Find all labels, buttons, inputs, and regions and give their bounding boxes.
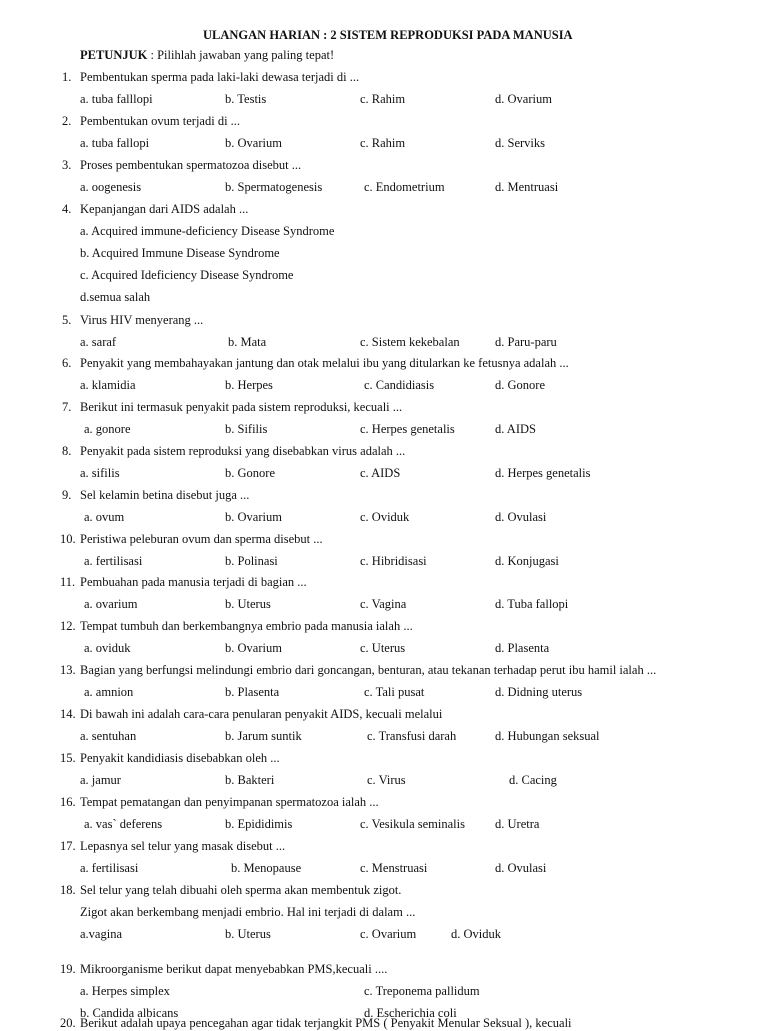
answer-option: d. AIDS — [495, 422, 536, 436]
answer-option: c. Ovarium — [360, 927, 417, 941]
question-number: 7. — [62, 400, 72, 414]
answer-option: c. Vagina — [360, 597, 407, 611]
question-number: 19. — [60, 962, 76, 976]
answer-option: d.semua salah — [80, 290, 151, 304]
question-text: Pembentukan ovum terjadi di ... — [80, 114, 241, 128]
answer-option: c. Oviduk — [360, 510, 410, 524]
question-number: 2. — [62, 114, 72, 128]
question-text: Penyakit yang membahayakan jantung dan otak melalui ibu yang ditularkan ke fetusnya adalah ... — [80, 356, 569, 370]
question-text: Kepanjangan dari AIDS adalah ... — [80, 202, 249, 216]
answer-option: a.vagina — [80, 927, 122, 941]
question-text: Zigot akan berkembang menjadi embrio. Hal ini terjadi di dalam ... — [80, 905, 416, 919]
answer-option: d. Hubungan seksual — [495, 729, 600, 743]
answer-option: a. sentuhan — [80, 729, 137, 743]
question-text: Pembentukan sperma pada laki-laki dewasa terjadi di ... — [80, 70, 360, 84]
answer-option: b. Candida albicans — [80, 1006, 179, 1020]
question-text: Pembuahan pada manusia terjadi di bagian ... — [80, 575, 307, 589]
answer-option: a. saraf — [80, 335, 117, 349]
question-number: 1. — [62, 70, 72, 84]
answer-option: b. Uterus — [225, 597, 271, 611]
answer-option: d. Ovulasi — [495, 510, 547, 524]
answer-option: d. Uretra — [495, 817, 540, 831]
question-text: Proses pembentukan spermatozoa disebut ... — [80, 158, 302, 172]
instruction-text: : Pilihlah jawaban yang paling tepat! — [147, 48, 335, 62]
answer-option: c. Treponema pallidum — [364, 984, 480, 998]
answer-option: d. Ovulasi — [495, 861, 547, 875]
instruction-label: PETUNJUK — [80, 48, 148, 62]
answer-option: c. Uterus — [360, 641, 406, 655]
answer-option: d. Plasenta — [495, 641, 550, 655]
answer-option: b. Ovarium — [225, 136, 282, 150]
answer-option: b. Polinasi — [225, 554, 278, 568]
answer-option: b. Gonore — [225, 466, 275, 480]
answer-option: d. Didning uterus — [495, 685, 583, 699]
question-number: 5. — [62, 313, 72, 327]
answer-option: d. Paru-paru — [495, 335, 557, 349]
answer-option: c. Vesikula seminalis — [360, 817, 465, 831]
question-number: 17. — [60, 839, 76, 853]
answer-option: a. tuba falllopi — [80, 92, 153, 106]
answer-option: a. klamidia — [80, 378, 136, 392]
answer-option: b. Sifilis — [225, 422, 268, 436]
question-text: Berikut ini termasuk penyakit pada sistem reproduksi, kecuali ... — [80, 400, 403, 414]
answer-option: c. Acquired Ideficiency Disease Syndrome — [80, 268, 294, 282]
answer-option: b. Jarum suntik — [225, 729, 302, 743]
answer-option: d. Gonore — [495, 378, 545, 392]
question-number: 11. — [60, 575, 76, 589]
answer-option: a. Acquired immune-deficiency Disease Syndrome — [80, 224, 335, 238]
question-text: Lepasnya sel telur yang masak disebut ... — [80, 839, 286, 853]
answer-option: d. Herpes genetalis — [495, 466, 591, 480]
question-number: 15. — [60, 751, 76, 765]
answer-option: c. Rahim — [360, 92, 406, 106]
answer-option: c. Rahim — [360, 136, 406, 150]
question-text: Berikut adalah upaya pencegahan agar tidak terjangkit PMS ( Penyakit Menular Seksual ), kecuali — [80, 1016, 572, 1030]
answer-option: b. Spermatogenesis — [225, 180, 323, 194]
question-number: 18. — [60, 883, 76, 897]
answer-option: a. fertilisasi — [84, 554, 143, 568]
question-text: Di bawah ini adalah cara-cara penularan penyakit AIDS, kecuali melalui — [80, 707, 443, 721]
answer-option: b. Ovarium — [225, 641, 282, 655]
question-number: 3. — [62, 158, 72, 172]
question-text: Penyakit kandidiasis disebabkan oleh ... — [80, 751, 280, 765]
answer-option: b. Plasenta — [225, 685, 280, 699]
answer-option: b. Acquired Immune Disease Syndrome — [80, 246, 280, 260]
question-text: Tempat pematangan dan penyimpanan spermatozoa ialah ... — [80, 795, 379, 809]
answer-option: b. Epididimis — [225, 817, 293, 831]
answer-option: c. Sistem kekebalan — [360, 335, 460, 349]
question-number: 20. — [60, 1016, 76, 1030]
answer-option: c. Herpes genetalis — [360, 422, 455, 436]
question-number: 8. — [62, 444, 72, 458]
answer-option: c. Tali pusat — [364, 685, 425, 699]
answer-option: a. gonore — [84, 422, 131, 436]
question-number: 13. — [60, 663, 76, 677]
question-text: Virus HIV menyerang ... — [80, 313, 204, 327]
page-title: ULANGAN HARIAN : 2 SISTEM REPRODUKSI PADA MANUSIA — [203, 28, 573, 42]
answer-option: c. Menstruasi — [360, 861, 428, 875]
question-number: 12. — [60, 619, 76, 633]
answer-option: a. ovum — [84, 510, 125, 524]
answer-option: a. oviduk — [84, 641, 131, 655]
question-number: 10. — [60, 532, 76, 546]
question-text: Sel kelamin betina disebut juga ... — [80, 488, 250, 502]
answer-option: a. oogenesis — [80, 180, 142, 194]
answer-option: d. Tuba fallopi — [495, 597, 569, 611]
question-text: Bagian yang berfungsi melindungi embrio dari goncangan, benturan, atau tekanan terhadap perut ibu hamil ialah ... — [80, 663, 657, 677]
answer-option: a. amnion — [84, 685, 134, 699]
question-text: Penyakit pada sistem reproduksi yang disebabkan virus adalah ... — [80, 444, 406, 458]
answer-option: b. Bakteri — [225, 773, 275, 787]
answer-option: b. Testis — [225, 92, 267, 106]
answer-option: a. tuba fallopi — [80, 136, 150, 150]
answer-option: b. Ovarium — [225, 510, 282, 524]
answer-option: c. Transfusi darah — [367, 729, 457, 743]
answer-option: d. Ovarium — [495, 92, 552, 106]
answer-option: c. Virus — [367, 773, 406, 787]
question-number: 4. — [62, 202, 72, 216]
answer-option: a. jamur — [80, 773, 121, 787]
answer-option: a. ovarium — [84, 597, 138, 611]
question-number: 9. — [62, 488, 72, 502]
answer-option: b. Uterus — [225, 927, 271, 941]
question-text: Tempat tumbuh dan berkembangnya embrio pada manusia ialah ... — [80, 619, 413, 633]
question-text: Sel telur yang telah dibuahi oleh sperma akan membentuk zigot. — [80, 883, 402, 897]
answer-option: d. Mentruasi — [495, 180, 559, 194]
answer-option: a. vas` deferens — [84, 817, 163, 831]
answer-option: b. Menopause — [231, 861, 302, 875]
answer-option: d. Escherichia coli — [364, 1006, 457, 1020]
instruction — [80, 47, 334, 63]
answer-option: d. Serviks — [495, 136, 545, 150]
question-number: 14. — [60, 707, 76, 721]
answer-option: a. sifilis — [80, 466, 120, 480]
answer-option: a. Herpes simplex — [80, 984, 170, 998]
answer-option: b. Mata — [228, 335, 267, 349]
answer-option: a. fertilisasi — [80, 861, 139, 875]
answer-option: d. Oviduk — [451, 927, 501, 941]
answer-option: c. Candidiasis — [364, 378, 435, 392]
answer-option: c. Hibridisasi — [360, 554, 427, 568]
answer-option: b. Herpes — [225, 378, 273, 392]
question-number: 16. — [60, 795, 76, 809]
question-text: Mikroorganisme berikut dapat menyebabkan PMS,kecuali .... — [80, 962, 388, 976]
answer-option: c. Endometrium — [364, 180, 445, 194]
answer-option: c. AIDS — [360, 466, 401, 480]
answer-option: d. Konjugasi — [495, 554, 559, 568]
question-number: 6. — [62, 356, 72, 370]
answer-option: d. Cacing — [509, 773, 557, 787]
question-text: Peristiwa peleburan ovum dan sperma disebut ... — [80, 532, 323, 546]
